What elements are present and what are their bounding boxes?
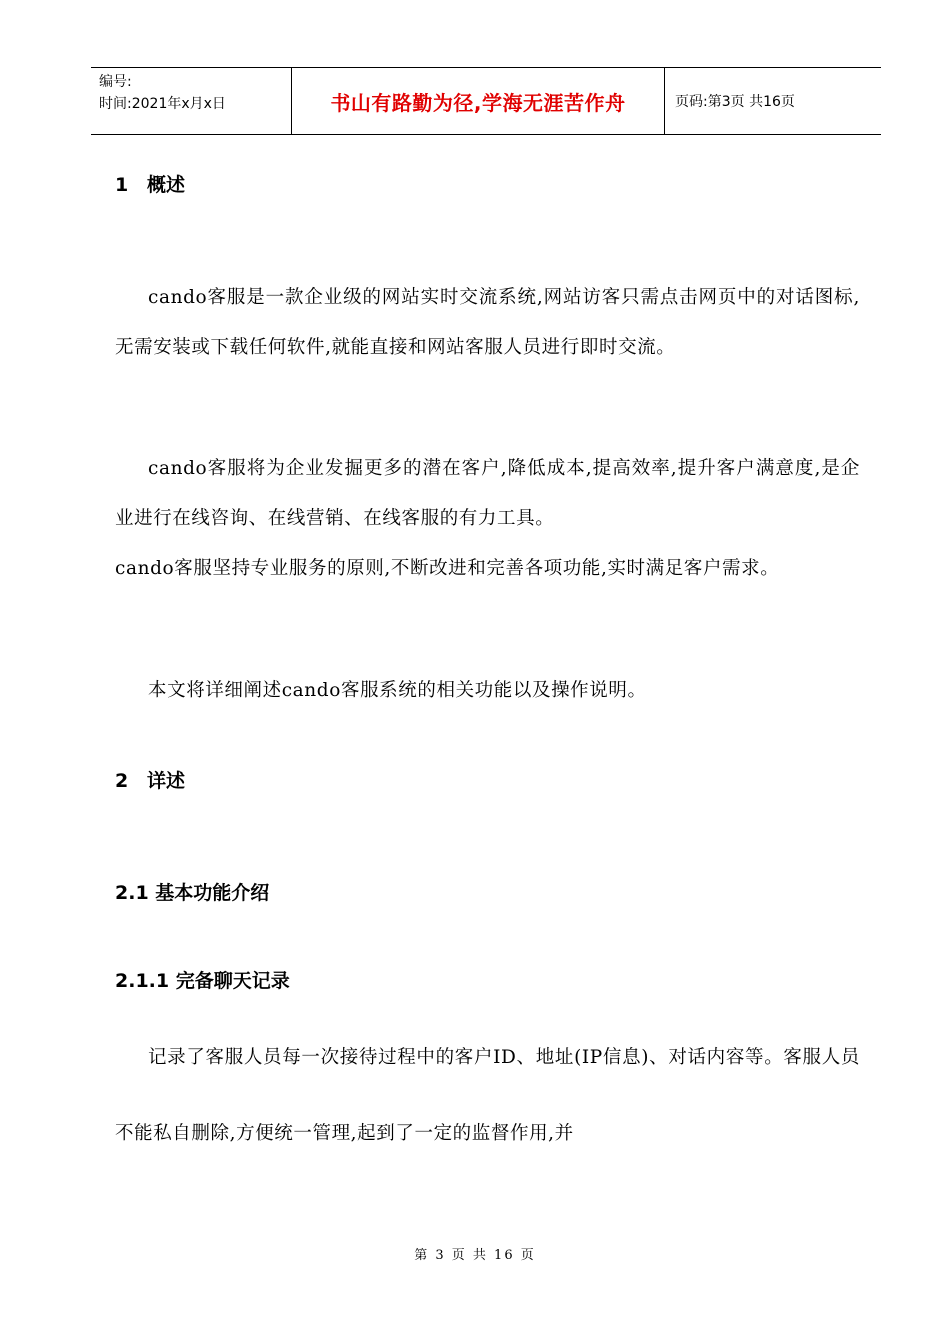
section-2-heading bbox=[115, 766, 185, 793]
section-title: 完备聊天记录 bbox=[175, 970, 290, 992]
page-footer: 第 3 页 共 16 页 bbox=[414, 1248, 536, 1263]
section-number: 2 bbox=[115, 770, 129, 792]
section-2-1-1-heading bbox=[115, 966, 290, 993]
section-number: 2.1 bbox=[115, 882, 149, 904]
paragraph-principle: cando客服坚持专业服务的原则,不断改进和完善各项功能,实时满足客户需求。 bbox=[115, 558, 780, 579]
paragraph-purpose: 本文将详细阐述cando客服系统的相关功能以及操作说明。 bbox=[148, 680, 647, 701]
section-2-1-heading bbox=[115, 878, 269, 905]
section-number: 2.1.1 bbox=[115, 970, 170, 992]
paragraph-intro: cando客服是一款企业级的网站实时交流系统,网站访客只需点击网页中的对话图标,无需安装或下载任何软件,就能直接和网站客服人员进行即时交流。 bbox=[115, 287, 860, 358]
page-header bbox=[91, 67, 881, 135]
time-label: 时间:2021年x月x日 bbox=[99, 96, 226, 112]
serial-label: 编号: bbox=[99, 74, 132, 90]
section-number: 1 bbox=[115, 174, 129, 196]
section-title: 基本功能介绍 bbox=[155, 882, 270, 904]
header-page-label: 页码:第3页 共16页 bbox=[675, 94, 795, 110]
paragraph-chat-records: 记录了客服人员每一次接待过程中的客户ID、地址(IP信息)、对话内容等。客服人员不能私自删除,方便统一管理,起到了一定的监督作用,并 bbox=[115, 1047, 860, 1144]
paragraph-benefits: cando客服将为企业发掘更多的潜在客户,降低成本,提高效率,提升客户满意度,是企业进行在线咨询、在线营销、在线客服的有力工具。 bbox=[115, 458, 860, 529]
section-title: 详述 bbox=[147, 770, 186, 792]
section-1-heading bbox=[115, 170, 185, 197]
header-meta-cell bbox=[91, 68, 292, 134]
header-motto: 书山有路勤为径,学海无涯苦作舟 bbox=[292, 68, 665, 134]
section-title: 概述 bbox=[147, 174, 186, 196]
